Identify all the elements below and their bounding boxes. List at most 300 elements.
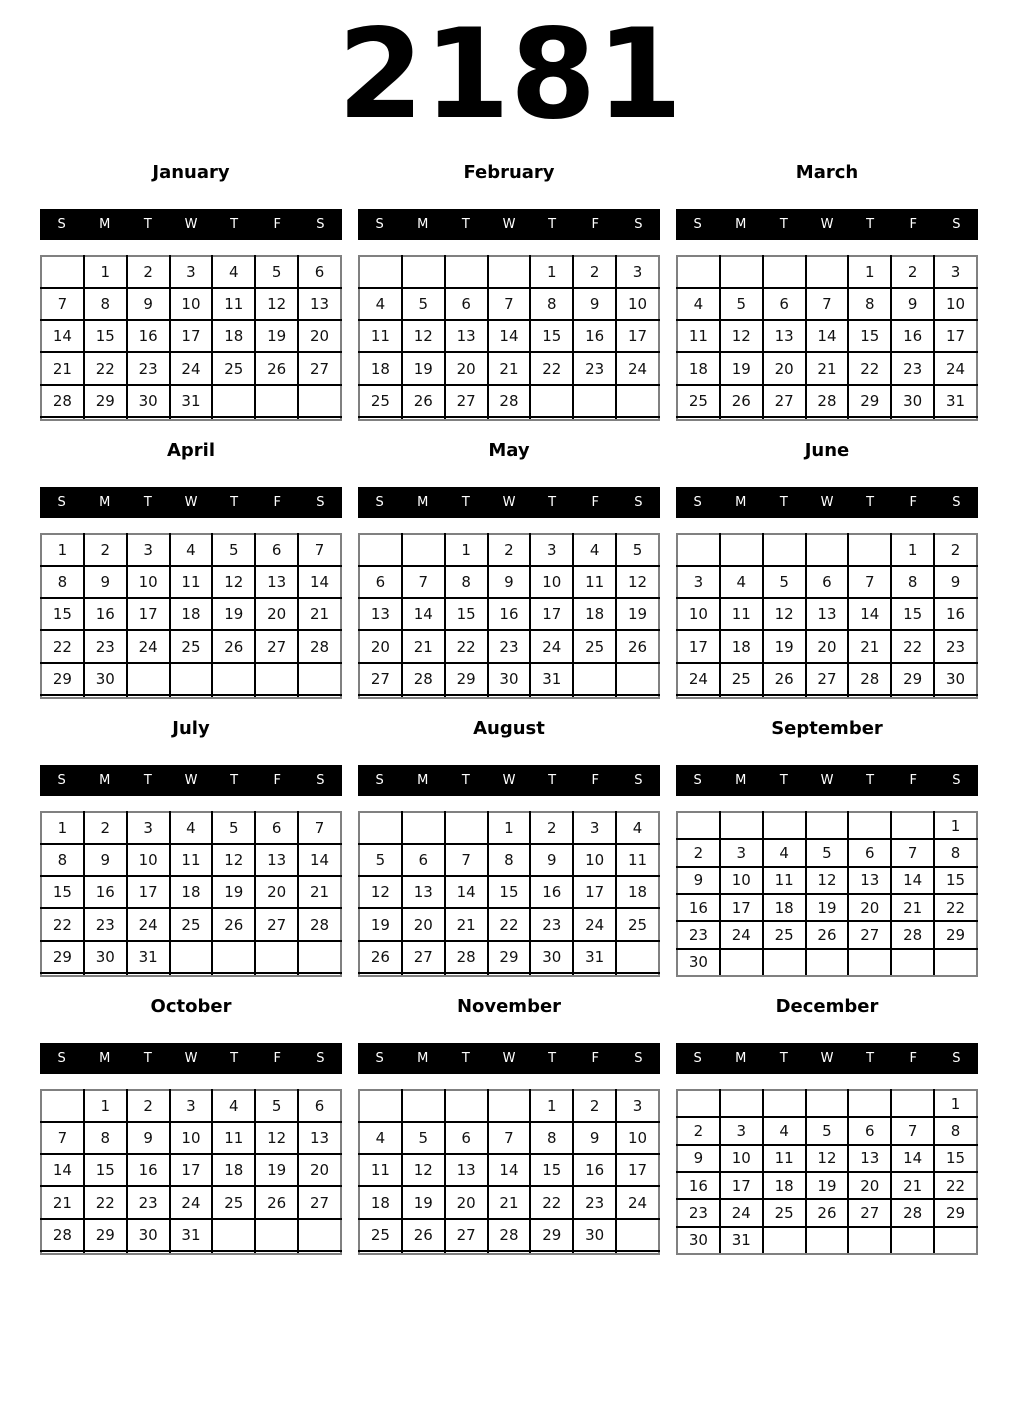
empty-cell bbox=[763, 695, 806, 698]
day-cell: 16 bbox=[84, 598, 127, 630]
day-cell: 9 bbox=[127, 288, 170, 320]
week-row bbox=[41, 844, 341, 876]
empty-cell bbox=[41, 973, 84, 976]
day-cell: 14 bbox=[402, 598, 445, 630]
day-cell: 29 bbox=[934, 1199, 977, 1226]
day-of-week-label: S bbox=[634, 217, 643, 232]
empty-cell bbox=[848, 534, 891, 566]
day-cell: 16 bbox=[488, 598, 531, 630]
week-row bbox=[677, 921, 977, 948]
day-cell: 9 bbox=[127, 1122, 170, 1154]
day-cell: 28 bbox=[445, 941, 488, 973]
week-row bbox=[677, 1227, 977, 1254]
day-of-week-header bbox=[40, 487, 342, 518]
day-cell: 5 bbox=[255, 1090, 298, 1122]
calendar-grid bbox=[676, 811, 978, 977]
week-row bbox=[359, 844, 659, 876]
day-of-week-label: S bbox=[693, 217, 702, 232]
day-cell: 24 bbox=[127, 630, 170, 662]
empty-cell bbox=[720, 417, 763, 420]
day-cell: 29 bbox=[41, 941, 84, 973]
day-cell: 21 bbox=[848, 630, 891, 662]
day-cell: 22 bbox=[41, 908, 84, 940]
week-row bbox=[359, 598, 659, 630]
day-cell: 13 bbox=[298, 1122, 341, 1154]
empty-cell bbox=[212, 941, 255, 973]
week-row bbox=[41, 908, 341, 940]
week-row bbox=[41, 566, 341, 598]
calendar-grid bbox=[676, 1089, 978, 1255]
day-cell: 1 bbox=[84, 256, 127, 288]
month-block-august bbox=[358, 716, 660, 994]
day-of-week-label: T bbox=[866, 1051, 875, 1066]
empty-cell bbox=[677, 417, 720, 420]
day-cell: 21 bbox=[445, 908, 488, 940]
day-cell: 26 bbox=[255, 1186, 298, 1218]
day-of-week-label: W bbox=[502, 1051, 516, 1066]
week-row bbox=[677, 867, 977, 894]
week-row bbox=[359, 1251, 659, 1254]
day-cell: 3 bbox=[616, 1090, 659, 1122]
month-title: June bbox=[804, 440, 850, 461]
empty-cell bbox=[402, 1090, 445, 1122]
day-cell: 12 bbox=[402, 1154, 445, 1186]
day-cell: 22 bbox=[934, 894, 977, 921]
day-cell: 17 bbox=[170, 320, 213, 352]
week-row bbox=[359, 1219, 659, 1251]
day-cell: 4 bbox=[616, 812, 659, 844]
day-cell: 3 bbox=[170, 1090, 213, 1122]
day-cell: 1 bbox=[891, 534, 934, 566]
day-cell: 24 bbox=[720, 1199, 763, 1226]
week-row bbox=[359, 320, 659, 352]
day-of-week-label: M bbox=[417, 495, 429, 510]
calendar-grid bbox=[358, 533, 660, 699]
day-of-week-label: T bbox=[461, 495, 470, 510]
empty-cell bbox=[84, 973, 127, 976]
week-row bbox=[677, 256, 977, 288]
empty-cell bbox=[720, 1090, 763, 1117]
empty-cell bbox=[934, 1227, 977, 1254]
empty-cell bbox=[402, 695, 445, 698]
day-cell: 23 bbox=[573, 1186, 616, 1218]
day-of-week-header bbox=[676, 487, 978, 518]
day-cell: 12 bbox=[806, 867, 849, 894]
day-cell: 16 bbox=[530, 876, 573, 908]
day-cell: 3 bbox=[677, 566, 720, 598]
day-cell: 27 bbox=[806, 663, 849, 695]
day-of-week-label: W bbox=[820, 773, 834, 788]
day-cell: 27 bbox=[255, 630, 298, 662]
day-cell: 4 bbox=[359, 1122, 402, 1154]
month-block-february bbox=[358, 160, 660, 438]
day-of-week-label: T bbox=[548, 773, 557, 788]
day-of-week-label: M bbox=[99, 217, 111, 232]
empty-cell bbox=[720, 949, 763, 976]
day-cell: 15 bbox=[445, 598, 488, 630]
day-cell: 8 bbox=[934, 1117, 977, 1144]
day-cell: 19 bbox=[255, 1154, 298, 1186]
empty-cell bbox=[616, 1219, 659, 1251]
day-cell: 26 bbox=[255, 352, 298, 384]
day-cell: 25 bbox=[359, 385, 402, 417]
day-cell: 12 bbox=[212, 844, 255, 876]
day-cell: 27 bbox=[445, 1219, 488, 1251]
day-of-week-header bbox=[358, 1043, 660, 1074]
calendar-grid bbox=[358, 811, 660, 977]
month-block-march bbox=[676, 160, 978, 438]
day-cell: 1 bbox=[488, 812, 531, 844]
day-cell: 8 bbox=[530, 1122, 573, 1154]
day-cell: 20 bbox=[848, 894, 891, 921]
day-of-week-label: T bbox=[461, 1051, 470, 1066]
day-cell: 20 bbox=[763, 352, 806, 384]
day-cell: 25 bbox=[720, 663, 763, 695]
day-of-week-label: S bbox=[375, 773, 384, 788]
empty-cell bbox=[212, 1251, 255, 1254]
day-cell: 8 bbox=[445, 566, 488, 598]
empty-cell bbox=[255, 695, 298, 698]
day-cell: 10 bbox=[934, 288, 977, 320]
day-cell: 6 bbox=[848, 1117, 891, 1144]
day-cell: 3 bbox=[616, 256, 659, 288]
empty-cell bbox=[127, 1251, 170, 1254]
day-cell: 19 bbox=[212, 598, 255, 630]
day-cell: 9 bbox=[84, 844, 127, 876]
day-cell: 15 bbox=[530, 1154, 573, 1186]
day-cell: 9 bbox=[488, 566, 531, 598]
day-cell: 16 bbox=[891, 320, 934, 352]
month-title: November bbox=[456, 996, 562, 1017]
day-cell: 5 bbox=[806, 1117, 849, 1144]
day-cell: 21 bbox=[488, 1186, 531, 1218]
week-row bbox=[359, 695, 659, 698]
day-cell: 9 bbox=[84, 566, 127, 598]
day-cell: 11 bbox=[212, 288, 255, 320]
day-of-week-label: S bbox=[693, 495, 702, 510]
empty-cell bbox=[891, 812, 934, 839]
day-cell: 17 bbox=[127, 876, 170, 908]
week-row bbox=[359, 534, 659, 566]
week-row bbox=[41, 630, 341, 662]
day-cell: 10 bbox=[573, 844, 616, 876]
day-of-week-label: S bbox=[634, 773, 643, 788]
calendar-grid bbox=[40, 533, 342, 699]
day-cell: 28 bbox=[298, 908, 341, 940]
week-row bbox=[677, 1117, 977, 1144]
week-row bbox=[359, 288, 659, 320]
day-cell: 12 bbox=[763, 598, 806, 630]
day-cell: 6 bbox=[848, 839, 891, 866]
day-cell: 30 bbox=[677, 949, 720, 976]
day-cell: 3 bbox=[127, 812, 170, 844]
day-cell: 26 bbox=[806, 1199, 849, 1226]
month-block-july bbox=[40, 716, 342, 994]
day-cell: 9 bbox=[934, 566, 977, 598]
empty-cell bbox=[402, 417, 445, 420]
day-cell: 16 bbox=[677, 894, 720, 921]
week-row bbox=[677, 598, 977, 630]
empty-cell bbox=[359, 812, 402, 844]
day-cell: 20 bbox=[255, 876, 298, 908]
day-cell: 25 bbox=[763, 921, 806, 948]
day-cell: 12 bbox=[255, 1122, 298, 1154]
day-cell: 20 bbox=[255, 598, 298, 630]
day-cell: 12 bbox=[212, 566, 255, 598]
day-of-week-label: M bbox=[417, 1051, 429, 1066]
day-cell: 29 bbox=[84, 385, 127, 417]
day-cell: 19 bbox=[806, 894, 849, 921]
week-row bbox=[41, 1251, 341, 1254]
day-of-week-label: S bbox=[952, 773, 961, 788]
day-cell: 21 bbox=[891, 894, 934, 921]
day-of-week-label: T bbox=[230, 773, 239, 788]
empty-cell bbox=[84, 1251, 127, 1254]
week-row bbox=[359, 566, 659, 598]
day-cell: 5 bbox=[763, 566, 806, 598]
day-cell: 28 bbox=[298, 630, 341, 662]
day-cell: 4 bbox=[212, 1090, 255, 1122]
day-cell: 17 bbox=[616, 1154, 659, 1186]
day-cell: 16 bbox=[934, 598, 977, 630]
day-cell: 12 bbox=[402, 320, 445, 352]
empty-cell bbox=[127, 973, 170, 976]
day-cell: 15 bbox=[934, 1145, 977, 1172]
day-of-week-label: M bbox=[417, 217, 429, 232]
day-cell: 5 bbox=[616, 534, 659, 566]
empty-cell bbox=[445, 973, 488, 976]
month-title: May bbox=[488, 440, 530, 461]
empty-cell bbox=[848, 417, 891, 420]
calendar-grid bbox=[40, 1089, 342, 1255]
day-cell: 28 bbox=[488, 1219, 531, 1251]
day-of-week-label: S bbox=[57, 1051, 66, 1066]
day-cell: 18 bbox=[720, 630, 763, 662]
day-cell: 7 bbox=[488, 288, 531, 320]
week-row bbox=[359, 908, 659, 940]
day-cell: 12 bbox=[806, 1145, 849, 1172]
day-cell: 25 bbox=[170, 630, 213, 662]
day-cell: 27 bbox=[848, 921, 891, 948]
day-cell: 29 bbox=[488, 941, 531, 973]
empty-cell bbox=[530, 417, 573, 420]
empty-cell bbox=[298, 941, 341, 973]
empty-cell bbox=[127, 417, 170, 420]
day-cell: 23 bbox=[573, 352, 616, 384]
week-row bbox=[359, 1154, 659, 1186]
month-title: July bbox=[172, 718, 210, 739]
month-block-january bbox=[40, 160, 342, 438]
day-cell: 21 bbox=[298, 598, 341, 630]
day-cell: 17 bbox=[573, 876, 616, 908]
day-cell: 30 bbox=[677, 1227, 720, 1254]
empty-cell bbox=[677, 695, 720, 698]
day-cell: 12 bbox=[720, 320, 763, 352]
day-cell: 5 bbox=[212, 812, 255, 844]
day-cell: 20 bbox=[298, 1154, 341, 1186]
month-block-september bbox=[676, 716, 978, 994]
day-cell: 4 bbox=[573, 534, 616, 566]
day-cell: 18 bbox=[170, 598, 213, 630]
day-cell: 5 bbox=[402, 1122, 445, 1154]
empty-cell bbox=[359, 256, 402, 288]
day-of-week-label: F bbox=[591, 1051, 600, 1066]
day-cell: 27 bbox=[255, 908, 298, 940]
day-cell: 4 bbox=[170, 812, 213, 844]
empty-cell bbox=[891, 417, 934, 420]
day-cell: 4 bbox=[170, 534, 213, 566]
empty-cell bbox=[298, 385, 341, 417]
day-cell: 15 bbox=[934, 867, 977, 894]
day-cell: 21 bbox=[41, 1186, 84, 1218]
day-cell: 28 bbox=[891, 921, 934, 948]
day-cell: 30 bbox=[573, 1219, 616, 1251]
day-cell: 1 bbox=[848, 256, 891, 288]
day-cell: 15 bbox=[488, 876, 531, 908]
week-row bbox=[359, 1090, 659, 1122]
day-cell: 13 bbox=[402, 876, 445, 908]
day-cell: 10 bbox=[616, 1122, 659, 1154]
day-of-week-label: T bbox=[461, 773, 470, 788]
empty-cell bbox=[298, 1219, 341, 1251]
week-row bbox=[41, 256, 341, 288]
day-cell: 11 bbox=[170, 844, 213, 876]
day-cell: 21 bbox=[402, 630, 445, 662]
empty-cell bbox=[891, 1227, 934, 1254]
empty-cell bbox=[806, 812, 849, 839]
day-of-week-label: T bbox=[779, 773, 788, 788]
day-cell: 29 bbox=[934, 921, 977, 948]
day-cell: 22 bbox=[934, 1172, 977, 1199]
week-row bbox=[41, 695, 341, 698]
day-cell: 28 bbox=[402, 663, 445, 695]
day-of-week-label: W bbox=[820, 217, 834, 232]
day-cell: 27 bbox=[763, 385, 806, 417]
day-cell: 10 bbox=[616, 288, 659, 320]
empty-cell bbox=[763, 256, 806, 288]
empty-cell bbox=[255, 385, 298, 417]
empty-cell bbox=[445, 695, 488, 698]
day-of-week-label: T bbox=[143, 773, 152, 788]
week-row bbox=[41, 1090, 341, 1122]
day-cell: 18 bbox=[359, 352, 402, 384]
day-of-week-label: M bbox=[99, 1051, 111, 1066]
day-of-week-label: M bbox=[99, 773, 111, 788]
empty-cell bbox=[573, 973, 616, 976]
empty-cell bbox=[891, 949, 934, 976]
empty-cell bbox=[445, 1251, 488, 1254]
day-cell: 6 bbox=[255, 812, 298, 844]
day-cell: 18 bbox=[573, 598, 616, 630]
calendar-grid bbox=[40, 255, 342, 421]
day-cell: 6 bbox=[359, 566, 402, 598]
day-cell: 10 bbox=[127, 844, 170, 876]
day-of-week-label: T bbox=[866, 495, 875, 510]
empty-cell bbox=[616, 385, 659, 417]
day-cell: 9 bbox=[530, 844, 573, 876]
empty-cell bbox=[170, 941, 213, 973]
empty-cell bbox=[530, 973, 573, 976]
month-block-may bbox=[358, 438, 660, 716]
empty-cell bbox=[891, 695, 934, 698]
empty-cell bbox=[170, 695, 213, 698]
day-of-week-label: F bbox=[273, 1051, 282, 1066]
day-cell: 19 bbox=[402, 1186, 445, 1218]
empty-cell bbox=[720, 534, 763, 566]
day-cell: 1 bbox=[445, 534, 488, 566]
empty-cell bbox=[488, 695, 531, 698]
day-of-week-label: W bbox=[820, 495, 834, 510]
day-cell: 27 bbox=[445, 385, 488, 417]
empty-cell bbox=[720, 812, 763, 839]
day-cell: 13 bbox=[359, 598, 402, 630]
day-cell: 2 bbox=[677, 839, 720, 866]
year-title: 2181 bbox=[337, 3, 683, 147]
empty-cell bbox=[298, 663, 341, 695]
day-cell: 31 bbox=[530, 663, 573, 695]
empty-cell bbox=[530, 385, 573, 417]
day-cell: 10 bbox=[720, 1145, 763, 1172]
day-cell: 31 bbox=[170, 1219, 213, 1251]
empty-cell bbox=[488, 1251, 531, 1254]
day-cell: 8 bbox=[41, 844, 84, 876]
empty-cell bbox=[359, 1251, 402, 1254]
week-row bbox=[41, 1186, 341, 1218]
day-of-week-label: W bbox=[502, 217, 516, 232]
day-cell: 11 bbox=[573, 566, 616, 598]
day-of-week-label: W bbox=[502, 495, 516, 510]
day-cell: 14 bbox=[848, 598, 891, 630]
empty-cell bbox=[255, 1251, 298, 1254]
day-of-week-header bbox=[358, 209, 660, 240]
week-row bbox=[41, 876, 341, 908]
day-of-week-label: W bbox=[184, 495, 198, 510]
day-cell: 25 bbox=[359, 1219, 402, 1251]
day-cell: 4 bbox=[212, 256, 255, 288]
day-cell: 15 bbox=[848, 320, 891, 352]
empty-cell bbox=[298, 1251, 341, 1254]
month-block-october bbox=[40, 994, 342, 1272]
month-title: February bbox=[463, 162, 555, 183]
empty-cell bbox=[170, 973, 213, 976]
week-row bbox=[359, 630, 659, 662]
week-row bbox=[41, 385, 341, 417]
week-row bbox=[41, 534, 341, 566]
day-cell: 10 bbox=[127, 566, 170, 598]
empty-cell bbox=[573, 1251, 616, 1254]
empty-cell bbox=[212, 417, 255, 420]
day-cell: 20 bbox=[445, 1186, 488, 1218]
day-cell: 18 bbox=[212, 1154, 255, 1186]
day-cell: 5 bbox=[255, 256, 298, 288]
day-of-week-label: W bbox=[820, 1051, 834, 1066]
day-of-week-label: W bbox=[184, 217, 198, 232]
day-of-week-label: F bbox=[273, 495, 282, 510]
day-cell: 17 bbox=[127, 598, 170, 630]
day-of-week-label: M bbox=[99, 495, 111, 510]
day-cell: 24 bbox=[170, 1186, 213, 1218]
day-cell: 18 bbox=[170, 876, 213, 908]
day-cell: 19 bbox=[402, 352, 445, 384]
day-cell: 15 bbox=[84, 1154, 127, 1186]
month-title: December bbox=[775, 996, 879, 1017]
month-title: August bbox=[473, 718, 545, 739]
calendar-grid bbox=[676, 255, 978, 421]
day-cell: 29 bbox=[891, 663, 934, 695]
day-cell: 6 bbox=[445, 1122, 488, 1154]
empty-cell bbox=[616, 941, 659, 973]
day-cell: 13 bbox=[255, 844, 298, 876]
